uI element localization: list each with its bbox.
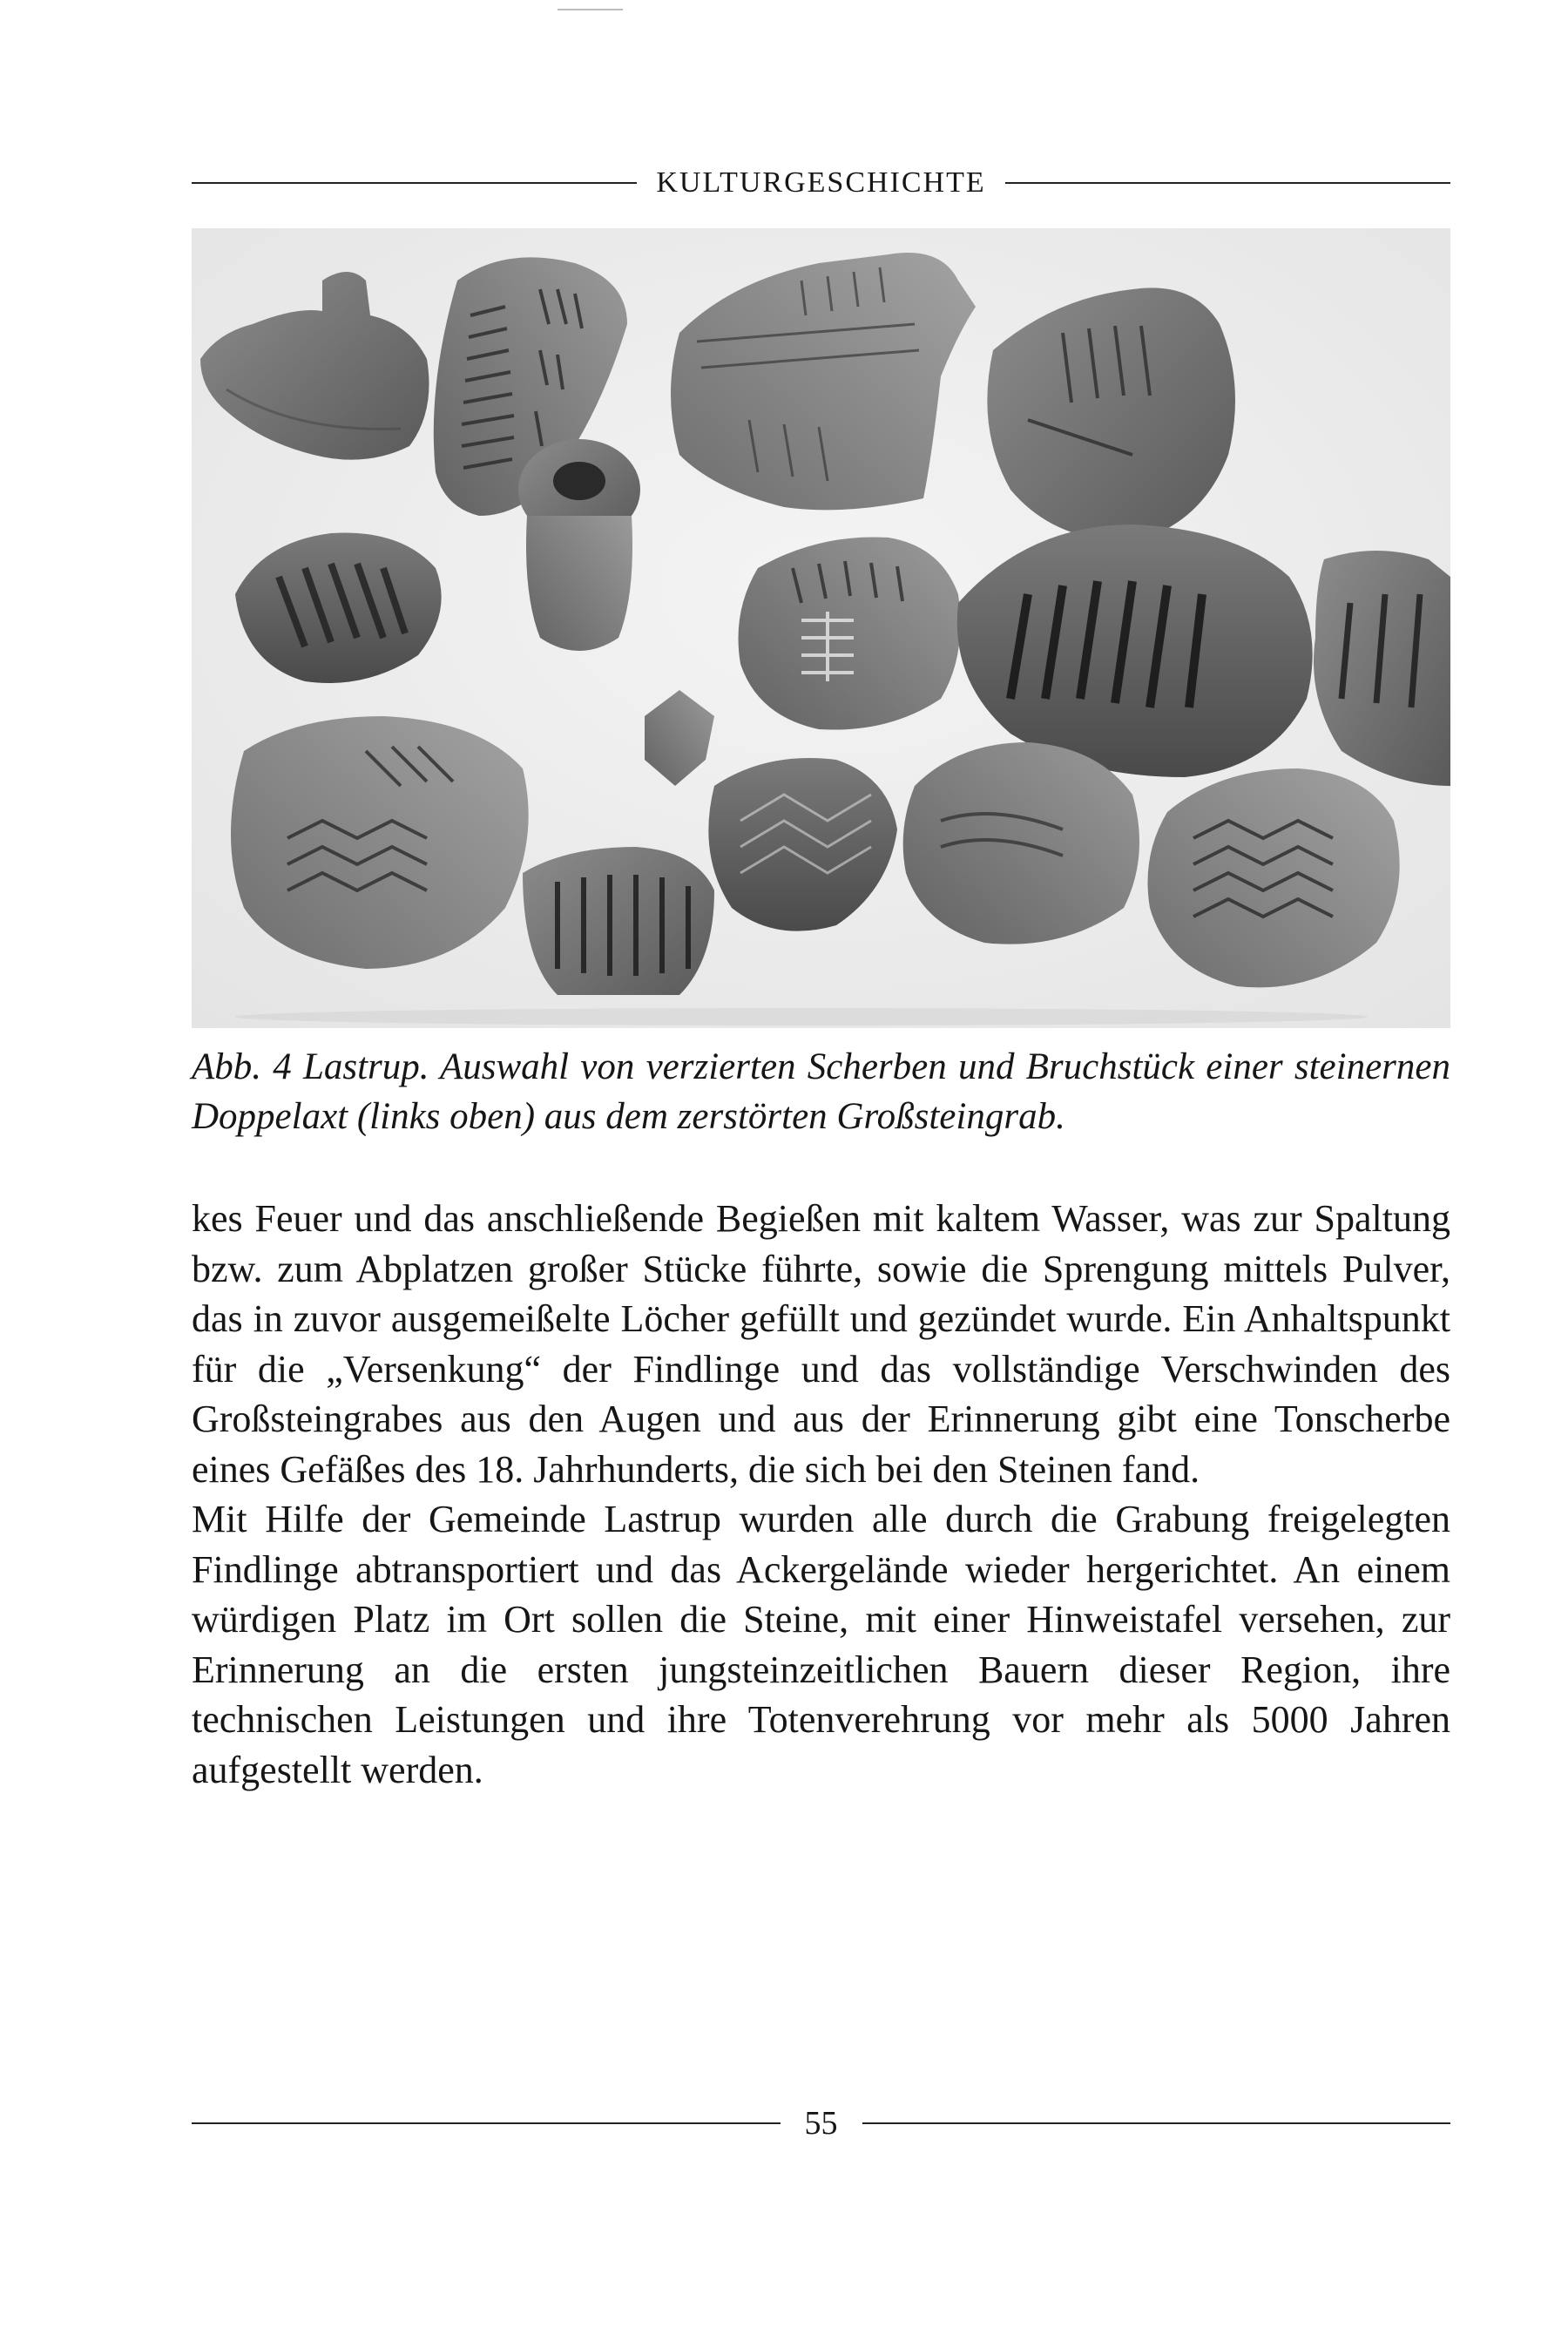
paragraph: Mit Hilfe der Gemeinde Lastrup wurden alle durch die Grabung freigelegten Findlinge abtransportiert und das Ackergelände wieder hergerichtet. An einem würdigen Platz im Ort sollen die Steine, mit einer Hinweistafel versehen, zur Erinnerung an die ersten jungsteinzeitlichen Bauern dieser Region, ihre technischen Leistungen und ihre Totenverehrung vor mehr als 5000 Jahren aufgestellt werden. <box>192 1498 1450 1791</box>
running-title: KULTURGESCHICHTE <box>656 166 986 199</box>
pottery-sherds-photo <box>192 228 1450 1028</box>
figure-photo-pottery-sherds <box>192 228 1450 1028</box>
header-rule-left <box>192 182 637 184</box>
footer-rule-right <box>862 2122 1451 2124</box>
page-footer <box>192 2097 1450 2149</box>
paragraph: kes Feuer und das anschließende Begießen mit kaltem Wasser, was zur Spaltung bzw. zum Abplatzen großer Stücke führte, sowie die Sprengung mittels Pulver, das in zuvor ausgemeißelte Löcher gefüllt und gezündet wurde. Ein Anhaltspunkt für die „Versenkung“ der Findlinge und das vollständige Verschwinden des Großsteingrabes aus den Augen und aus der Erinnerung gibt eine Tonscherbe eines Gefäßes des 18. Jahrhunderts, die sich bei den Steinen fand. <box>192 1197 1450 1491</box>
figure-caption: Abb. 4 Lastrup. Auswahl von verzierten Scherben und Bruchstück einer steinernen Doppelaxt (links oben) aus dem zerstörten Großsteingrab. <box>192 1046 1450 1137</box>
scan-artifact-line <box>558 9 623 10</box>
page-number: 55 <box>804 2105 838 2142</box>
footer-rule-left <box>192 2122 781 2124</box>
body-text <box>192 1194 1450 1795</box>
running-header <box>192 161 1450 205</box>
header-rule-right <box>1005 182 1450 184</box>
